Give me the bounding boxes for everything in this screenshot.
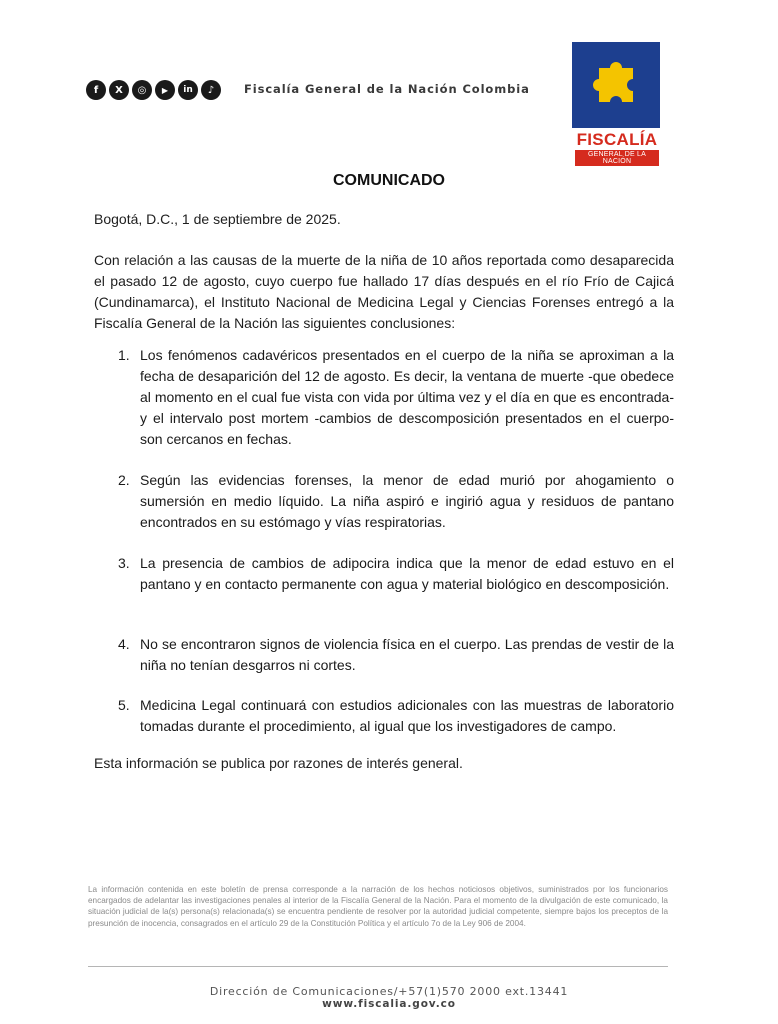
list-item-text: No se encontraron signos de violencia física en el cuerpo. Las prendas de vestir de la niña no tenían desgarros ni cortes. xyxy=(140,636,674,673)
page-title: COMUNICADO xyxy=(333,172,445,189)
dateline: Bogotá, D.C., 1 de septiembre de 2025. xyxy=(94,211,341,227)
tiktok-icon[interactable]: ♪ xyxy=(201,80,221,100)
list-item-number: 2. xyxy=(118,472,130,488)
list-item-text: Los fenómenos cadavéricos presentados en el cuerpo de la niña se aproximan a la fecha de desaparición del 12 de agosto. Es decir, la ventana de muerte -que obedece al momento en el cual fue vista con vida por última vez y el día en que es encontrada- y el intervalo post mortem -cambios de descomposición presentados en el cuerpo- son cercanos en fechas. xyxy=(140,347,674,447)
org-name: Fiscalía General de la Nación Colombia xyxy=(244,82,530,96)
list-item-text: Según las evidencias forenses, la menor de edad murió por ahogamiento o sumersión en medio líquido. La niña aspiró e ingirió agua y residuos de pantano encontrados en su estómago y vías respiratorias. xyxy=(140,472,674,530)
list-item-number: 4. xyxy=(118,636,130,652)
contact-info: Dirección de Comunicaciones/+57(1)570 2000 ext.13441 xyxy=(209,985,569,998)
x-twitter-icon[interactable]: X xyxy=(109,80,129,100)
closing-statement: Esta información se publica por razones de interés general. xyxy=(94,755,463,771)
facebook-icon[interactable]: f xyxy=(86,80,106,100)
linkedin-icon[interactable]: in xyxy=(178,80,198,100)
puzzle-logo-icon xyxy=(572,42,660,128)
intro-paragraph: Con relación a las causas de la muerte de la niña de 10 años reportada como desaparecida el pasado 12 de agosto, cuyo cuerpo fue hallado 17 días después en el río Frío de Cajicá (Cundinamarca), el Instituto Nacional de Medicina Legal y Ciencias Forenses entregó a la Fiscalía General de la Nación las siguientes conclusiones: xyxy=(94,252,674,331)
logo-name: FISCALÍA xyxy=(576,130,658,149)
footer-divider xyxy=(88,966,668,967)
list-item-number: 1. xyxy=(118,347,130,363)
website-link[interactable]: www.fiscalia.gov.co xyxy=(322,998,456,1010)
list-item-text: La presencia de cambios de adipocira indica que la menor de edad estuvo en el pantano y en contacto permanente con agua y material biológico en descomposición. xyxy=(140,555,674,592)
fiscalia-logo xyxy=(572,42,662,166)
logo-subtitle: GENERAL DE LA NACIÓN xyxy=(575,150,659,166)
social-icons xyxy=(86,80,221,100)
youtube-icon[interactable]: ▶ xyxy=(155,80,175,100)
list-item-text: Medicina Legal continuará con estudios adicionales con las muestras de laboratorio tomadas durante el procedimiento, al igual que los investigadores de campo. xyxy=(140,697,674,734)
legal-disclaimer: La información contenida en este boletín de prensa corresponde a la narración de los hechos noticiosos objetivos, suministrados por los funcionarios encargados de adelantar las investigaciones penales al interior de la Fiscalía General de la Nación. Para el momento de la divulgación de este comunicado, la situación judicial de la(s) persona(s) relacionada(s) se encuentra pendiente de resolver por la autoridad judicial competente, siempre bajos los preceptos de la presunción de inocencia, consagrados en el artículo 29 de la Constitución Política y el artículo 7o de la Ley 906 de 2004. xyxy=(88,885,668,928)
list-item-number: 3. xyxy=(118,555,130,571)
list-item-number: 5. xyxy=(118,697,130,713)
instagram-icon[interactable]: ◎ xyxy=(132,80,152,100)
